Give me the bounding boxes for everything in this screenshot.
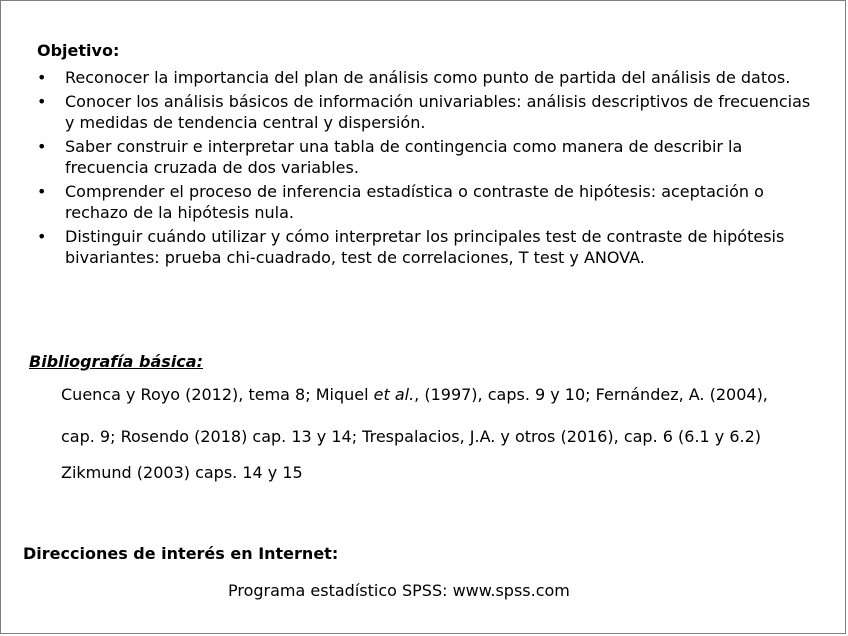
bullet-icon: • (37, 182, 47, 201)
objetivo-item (37, 91, 817, 133)
objetivo-list (37, 67, 817, 271)
objetivo-item (37, 67, 817, 88)
bibliografia-et-al: et al. (373, 385, 415, 404)
bibliografia-line-3: Zikmund (2003) caps. 14 y 15 (61, 463, 303, 482)
objetivo-item-text: Reconocer la importancia del plan de análisis como punto de partida del análisis de datos. (65, 68, 791, 87)
objetivo-title: Objetivo (37, 41, 113, 60)
bibliografia-line-1-a: Cuenca y Royo (2012), tema 8; Miquel (61, 385, 374, 404)
objetivo-heading (37, 41, 119, 60)
objetivo-item (37, 136, 817, 178)
objetivo-item (37, 181, 817, 223)
objetivo-colon: : (112, 41, 120, 60)
bibliografia-heading (29, 352, 203, 371)
bullet-icon: • (37, 92, 47, 111)
objetivo-item (37, 226, 817, 268)
objetivo-item-text: Conocer los análisis básicos de información univariables: análisis descriptivos de frecuencias y medidas de tendencia central y dispersión. (65, 92, 811, 132)
objetivo-item-text: Distinguir cuándo utilizar y cómo interpretar los principales test de contraste de hipótesis bivariantes: prueba chi-cuadrado, test de correlaciones, T test y ANOVA. (65, 227, 785, 267)
bibliografia-line-2: cap. 9; Rosendo (2018) cap. 13 y 14; Trespalacios, J.A. y otros (2016), cap. 6 (6.1 y 6.2) (61, 427, 762, 446)
bibliografia-line-1 (61, 385, 768, 404)
bullet-icon: • (37, 137, 47, 156)
bullet-icon: • (37, 68, 47, 87)
spss-reference: Programa estadístico SPSS: www.spss.com (228, 581, 570, 600)
bibliografia-line-1-b: , (1997), caps. 9 y 10; Fernández, A. (2004), (414, 385, 768, 404)
bullet-icon: • (37, 227, 47, 246)
bibliografia-colon: : (196, 352, 203, 371)
objetivo-item-text: Saber construir e interpretar una tabla de contingencia como manera de describir la frecuencia cruzada de dos variables. (65, 137, 743, 177)
objetivo-item-text: Comprender el proceso de inferencia estadística o contraste de hipótesis: aceptación o rechazo de la hipótesis nula. (65, 182, 764, 222)
direcciones-heading: Direcciones de interés en Internet: (23, 544, 339, 563)
bibliografia-title: Bibliografía básica (29, 352, 197, 371)
